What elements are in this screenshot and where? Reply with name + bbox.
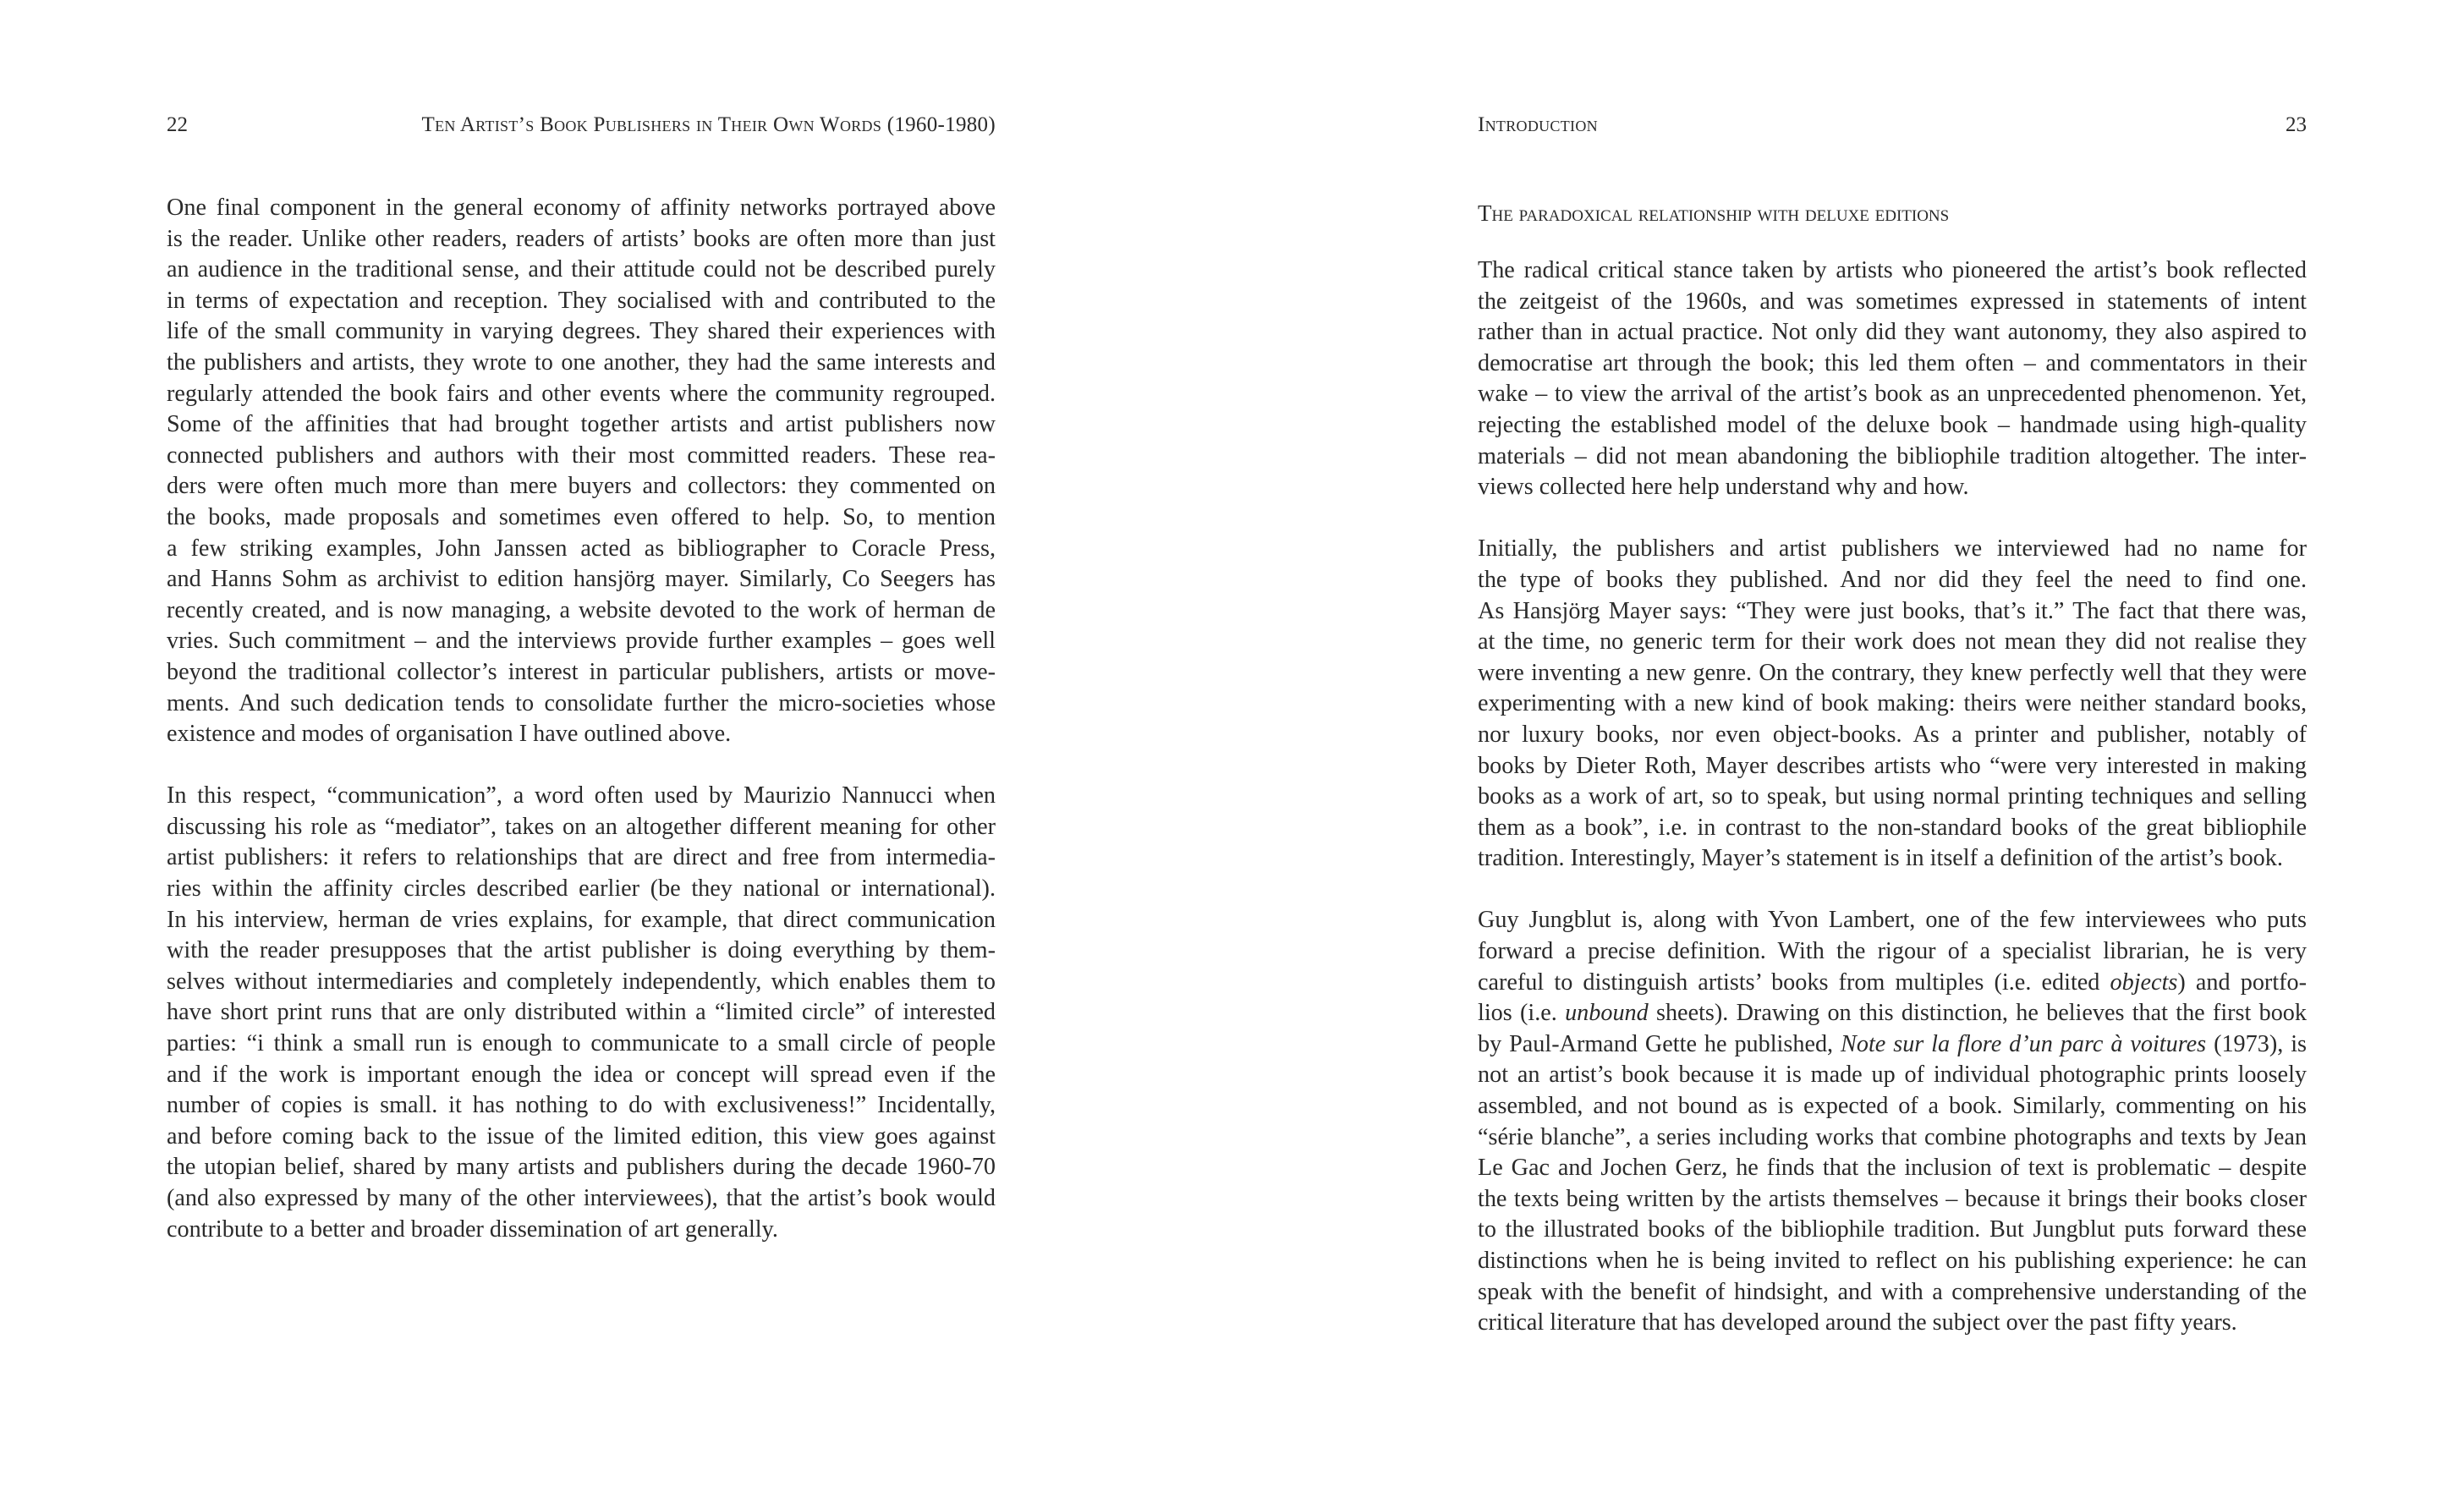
text-line: wake – to view the arrival of the artist’s book as an unprecedented phenomenon. Yet,	[1478, 381, 2307, 408]
text-line: life of the small community in varying degrees. They shared their experiences with	[167, 318, 996, 345]
text-line: assembled, and not bound as is expected of a book. Similarly, commenting on his	[1478, 1093, 2307, 1120]
text-line: at the time, no generic term for their work does not mean they did not realise they	[1478, 628, 2307, 656]
text-line: books by Dieter Roth, Mayer describes artists who “were very interested in making	[1478, 752, 2307, 779]
text-line: tradition. Interestingly, Mayer’s statement is in itself a definition of the artist’s book.	[1478, 845, 2283, 872]
paragraph	[1478, 534, 2307, 875]
text-line: Guy Jungblut is, along with Yvon Lambert, one of the few interviewees who puts	[1478, 907, 2307, 934]
text-line: “série blanche”, a series including works that combine photographs and texts by Jean	[1478, 1123, 2307, 1150]
text-line: were inventing a new genre. On the contrary, they knew perfectly well that they were	[1478, 659, 2307, 686]
text-line: In his interview, herman de vries explains, for example, that direct communication	[167, 906, 996, 933]
text-line: nor luxury books, nor even object-books. As a printer and publisher, notably of	[1478, 721, 2307, 748]
right-page-body	[1478, 255, 2307, 1369]
text-line: The radical critical stance taken by artists who pioneered the artist’s book reflected	[1478, 257, 2307, 283]
text-line: contribute to a better and broader dissemination of art generally.	[167, 1215, 778, 1243]
text-line: the type of books they published. And nor did they feel the need to find one.	[1478, 566, 2307, 593]
text-line: and if the work is important enough the idea or concept will spread even if the	[167, 1061, 996, 1088]
text-line: Initially, the publishers and artist publishers we interviewed had no name for	[1478, 535, 2307, 562]
paragraph	[167, 781, 996, 1245]
text-line: lios (i.e. unbound sheets). Drawing on this distinction, he believes that the first book	[1478, 1000, 2307, 1027]
text-line: careful to distinguish artists’ books from multiples (i.e. edited objects) and portfo-	[1478, 968, 2308, 996]
text-line: connected publishers and authors with their most committed readers. These rea-	[167, 442, 996, 469]
text-line: to the illustrated books of the bibliophile tradition. But Jungblut puts forward these	[1478, 1216, 2307, 1243]
text-line: Le Gac and Jochen Gerz, he finds that the inclusion of text is problematic – despite	[1478, 1155, 2307, 1182]
text-line: have short print runs that are only distributed within a “limited circle” of interested	[167, 999, 996, 1026]
text-line: the utopian belief, shared by many artists and publishers during the decade 1960-70	[167, 1154, 996, 1181]
text-line: an audience in the traditional sense, and their attitude could not be described purely	[167, 256, 996, 283]
text-line: rather than in actual practice. Not only did they want autonomy, they also aspired to	[1478, 319, 2307, 346]
text-line: and Hanns Sohm as archivist to edition hansjörg mayer. Similarly, Co Seegers has	[167, 566, 996, 593]
text-line: speak with the benefit of hindsight, and with a comprehensive understanding of the	[1478, 1278, 2307, 1305]
running-head-right	[1478, 108, 2307, 142]
italic-title: Note sur la flore d’un parc à voitures	[1841, 1030, 2207, 1057]
section-heading: The paradoxical relationship with deluxe editions	[1478, 200, 1950, 226]
text-line: ders were often much more than mere buyers and collectors: they commented on	[167, 473, 996, 500]
text-line: recently created, and is now managing, a website devoted to the work of herman de	[167, 596, 996, 623]
text-line: ments. And such dedication tends to consolidate further the micro-societies whose	[167, 689, 996, 716]
text-line: forward a precise definition. With the rigour of a specialist librarian, he is very	[1478, 938, 2307, 965]
text-line: (and also expressed by many of the other interviewees), that the artist’s book would	[167, 1185, 996, 1211]
running-head-left	[167, 108, 996, 142]
paragraph	[167, 193, 996, 750]
chapter-title-running-head: Introduction	[1478, 113, 1598, 136]
text-line: the texts being written by the artists themselves – because it brings their books closer	[1478, 1185, 2307, 1212]
text-line: in terms of expectation and reception. They socialised with and contributed to the	[167, 287, 996, 314]
text-line: beyond the traditional collector’s interest in particular publishers, artists or move-	[167, 658, 996, 685]
italic-title: unbound	[1565, 1000, 1649, 1027]
text-line: regularly attended the book fairs and other events where the community regrouped.	[167, 380, 996, 407]
text-line: them as a book”, i.e. in contrast to the non-standard books of the great bibliophile	[1478, 814, 2307, 841]
text-line: is the reader. Unlike other readers, readers of artists’ books are often more than just	[167, 225, 996, 252]
text-line: democratise art through the book; this led them often – and commentators in their	[1478, 349, 2307, 376]
text-line: ries within the affinity circles described earlier (be they national or international).	[167, 875, 996, 903]
text-line: distinctions when he is being invited to reflect on his publishing experience: he can	[1478, 1248, 2307, 1274]
left-page-body	[167, 193, 996, 1276]
text-line: the zeitgeist of the 1960s, and was sometimes expressed in statements of intent	[1478, 288, 2307, 315]
text-line: In this respect, “communication”, a word often used by Maurizio Nannucci when	[167, 782, 996, 809]
italic-title: objects	[2110, 968, 2178, 996]
text-line: One final component in the general economy of affinity networks portrayed above	[167, 195, 996, 221]
paragraph	[1478, 905, 2307, 1338]
text-line: with the reader presupposes that the artist publisher is doing everything by them-	[167, 937, 996, 964]
text-line: views collected here help understand why and how.	[1478, 474, 1969, 501]
page-number: 23	[2286, 113, 2307, 136]
right-page	[1478, 0, 2307, 1498]
text-line: selves without intermediaries and completely independently, which enables them to	[167, 968, 996, 995]
text-line: materials – did not mean abandoning the bibliophile tradition altogether. The inter-	[1478, 442, 2307, 469]
left-page	[167, 0, 996, 1498]
text-line: by Paul-Armand Gette he published, Note sur la flore d’un parc à voitures (1973), is	[1478, 1030, 2308, 1057]
text-line: books as a work of art, so to speak, but using normal printing techniques and selling	[1478, 783, 2307, 810]
text-line: rejecting the established model of the deluxe book – handmade using high-quality	[1478, 411, 2307, 438]
text-line: artist publishers: it refers to relationships that are direct and free from intermedia-	[167, 844, 996, 871]
text-line: discussing his role as “mediator”, takes on an altogether different meaning for other	[167, 813, 996, 840]
text-line: and before coming back to the issue of the limited edition, this view goes against	[167, 1122, 996, 1150]
paragraph	[1478, 255, 2307, 503]
text-line: not an artist’s book because it is made up of individual photographic prints loosely	[1478, 1062, 2307, 1089]
text-line: parties: “i think a small run is enough to communicate to a small circle of people	[167, 1030, 996, 1057]
text-line: the books, made proposals and sometimes even offered to help. So, to mention	[167, 503, 996, 530]
text-line: number of copies is small. it has nothing to do with exclusiveness!” Incidentally,	[167, 1092, 996, 1119]
text-line: Some of the affinities that had brought together artists and artist publishers now	[167, 411, 996, 438]
text-line: a few striking examples, John Janssen acted as bibliographer to Coracle Press,	[167, 535, 996, 562]
text-line: As Hansjörg Mayer says: “They were just books, that’s it.” The fact that there was,	[1478, 597, 2307, 624]
page-number: 22	[167, 113, 188, 136]
text-line: vries. Such commitment – and the interviews provide further examples – goes well	[167, 628, 996, 655]
text-line: existence and modes of organisation I have outlined above.	[167, 721, 732, 748]
book-title-running-head: Ten Artist’s Book Publishers in Their Own Words (1960-1980)	[421, 113, 996, 136]
text-line: experimenting with a new kind of book making: theirs were neither standard books,	[1478, 690, 2307, 717]
text-line: critical literature that has developed around the subject over the past fifty years.	[1478, 1309, 2237, 1336]
text-line: the publishers and artists, they wrote to one another, they had the same interests and	[167, 348, 996, 376]
